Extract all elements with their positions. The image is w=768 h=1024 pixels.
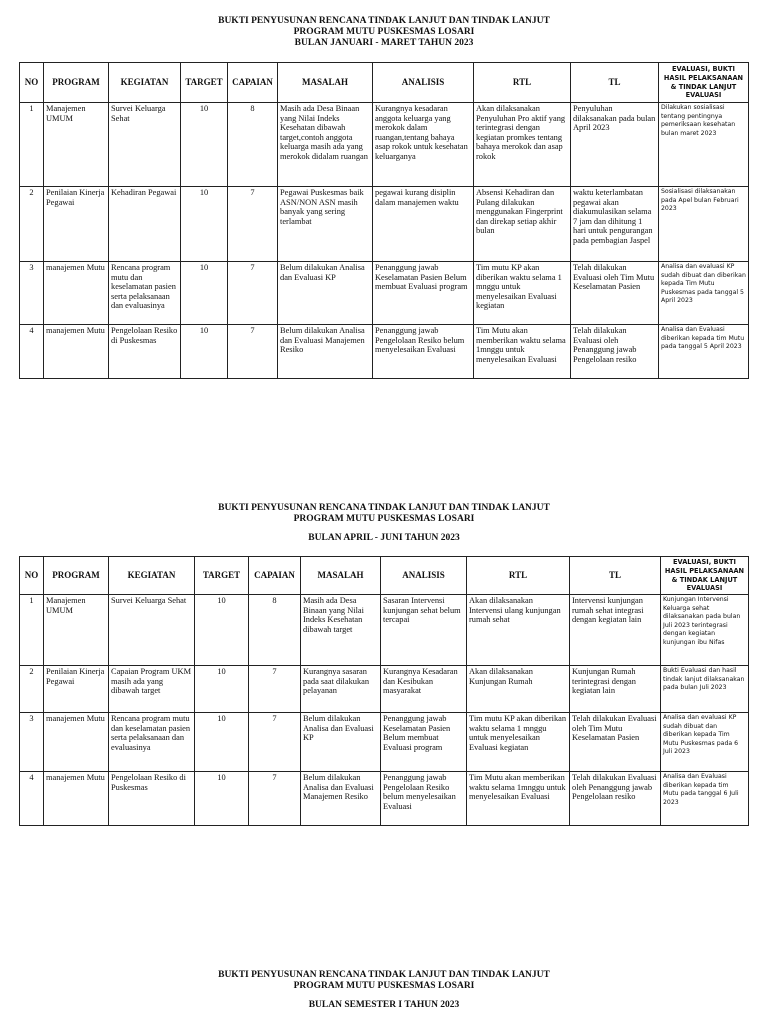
cell-rtl: Akan dilaksanakan Penyuluhan Pro aktif yang terintegrasi dengan kegiatan promkes tentang bahaya merokok dan asap rokok [474, 103, 571, 187]
cell-rtl: Tim mutu KP akan diberikan waktu selama 1 mnggu untuk menyelesaikan Evaluasi kegiatan [474, 262, 571, 325]
cell-rtl: Absensi Kehadiran dan Pulang dilakukan menggunakan Fingerprint dan direkap setiap akhir bulan [474, 187, 571, 262]
cell-kegiatan: Capaian Program UKM masih ada yang dibawah target [109, 666, 195, 713]
header-evaluasi: EVALUASI, BUKTI HASIL PELAKSANAAN & TINDAK LANJUT EVALUASI [661, 557, 749, 595]
cell-no: 4 [20, 772, 44, 826]
cell-evaluasi: Sosialisasi dilaksanakan pada Apel bulan Februari 2023 [659, 187, 749, 262]
cell-evaluasi: Analisa dan evaluasi KP sudah dibuat dan diberikan kepada Tim Mutu Puskesmas pada 6 Juli 2023 [661, 713, 749, 772]
header-no: NO [20, 63, 44, 103]
cell-masalah: Kurangnya sasaran pada saat dilakukan pelayanan [301, 666, 381, 713]
header-analisis: ANALISIS [381, 557, 467, 595]
cell-tl: waktu keterlambatan pegawai akan diakumulasikan selama 7 jam dan dihitung 1 hari untuk pengurangan pada pembagian Jaspel [571, 187, 659, 262]
header-capaian: CAPAIAN [249, 557, 301, 595]
cell-masalah: Belum dilakukan Analisa dan Evaluasi KP [301, 713, 381, 772]
program-title: PROGRAM MUTU PUSKESMAS LOSARI [293, 27, 475, 37]
cell-target: 10 [181, 325, 228, 379]
section-1-heading [0, 16, 768, 49]
cell-target: 10 [181, 187, 228, 262]
cell-analisis: Sasaran Intervensi kunjungan sehat belum tercapai [381, 595, 467, 666]
cell-target: 10 [195, 713, 249, 772]
header-rtl: RTL [474, 63, 571, 103]
header-target: TARGET [181, 63, 228, 103]
cell-tl: Intervensi kunjungan rumah sehat integrasi dengan kegiatan lain [570, 595, 661, 666]
period-title: BULAN APRIL - JUNI TAHUN 2023 [308, 533, 460, 543]
cell-program: Manajemen UMUM [44, 595, 109, 666]
table-row [20, 103, 749, 187]
header-rtl: RTL [467, 557, 570, 595]
header-masalah: MASALAH [278, 63, 373, 103]
cell-analisis: pegawai kurang disiplin dalam manajemen waktu [373, 187, 474, 262]
cell-masalah: Belum dilakukan Analisa dan Evaluasi KP [278, 262, 373, 325]
cell-kegiatan: Rencana program mutu dan keselamatan pasien serta pelaksanaan dan evaluasinya [109, 713, 195, 772]
cell-analisis: Penanggung jawab Pengelolaan Resiko belum menyelesaikan Evaluasi [381, 772, 467, 826]
header-evaluasi: EVALUASI, BUKTI HASIL PELAKSANAAN & TINDAK LANJUT EVALUASI [659, 63, 749, 103]
table-row [20, 595, 749, 666]
cell-no: 1 [20, 103, 44, 187]
cell-analisis: Penanggung jawab Keselamatan Pasien Belum membuat Evaluasi program [381, 713, 467, 772]
cell-tl: Penyuluhan dilaksanakan pada bulan April 2023 [571, 103, 659, 187]
header-program: PROGRAM [44, 557, 109, 595]
cell-kegiatan: Kehadiran Pegawai [109, 187, 181, 262]
cell-tl: Telah dilakukan Evaluasi oleh Penanggung jawab Pengelolaan resiko [570, 772, 661, 826]
cell-masalah: Belum dilakukan Analisa dan Evaluasi Manajemen Resiko [278, 325, 373, 379]
period-title: BULAN SEMESTER I TAHUN 2023 [308, 1000, 460, 1010]
table-row [20, 713, 749, 772]
cell-target: 10 [181, 103, 228, 187]
section-2-heading [0, 503, 768, 544]
cell-program: manajemen Mutu [44, 325, 109, 379]
cell-kegiatan: Pengelolaan Resiko di Puskesmas [109, 772, 195, 826]
cell-no: 1 [20, 595, 44, 666]
cell-rtl: Tim Mutu akan memberikan waktu selama 1mnggu untuk menyelesaikan Evaluasi [467, 772, 570, 826]
cell-rtl: Akan dilaksanakan Intervensi ulang kunjungan rumah sehat [467, 595, 570, 666]
doc-title: BUKTI PENYUSUNAN RENCANA TINDAK LANJUT DAN TINDAK LANJUT [218, 970, 550, 980]
cell-masalah: Belum dilakukan Analisa dan Evaluasi Manajemen Resiko [301, 772, 381, 826]
cell-no: 2 [20, 187, 44, 262]
cell-capaian: 8 [249, 595, 301, 666]
cell-target: 10 [195, 595, 249, 666]
cell-tl: Telah dilakukan Evaluasi oleh Tim Mutu Keselamatan Pasien [571, 262, 659, 325]
header-analisis: ANALISIS [373, 63, 474, 103]
cell-masalah: Masih ada Desa Binaan yang Nilai Indeks Kesehatan dibawah target [301, 595, 381, 666]
rtl-table-q2 [19, 556, 749, 826]
header-kegiatan: KEGIATAN [109, 557, 195, 595]
cell-target: 10 [181, 262, 228, 325]
cell-target: 10 [195, 772, 249, 826]
header-tl: TL [571, 63, 659, 103]
cell-kegiatan: Survei Keluarga Sehat [109, 595, 195, 666]
cell-masalah: Pegawai Puskesmas baik ASN/NON ASN masih banyak yang sering terlambat [278, 187, 373, 262]
cell-capaian: 8 [228, 103, 278, 187]
cell-capaian: 7 [249, 713, 301, 772]
cell-capaian: 7 [228, 325, 278, 379]
cell-tl: Kunjungan Rumah terintegrasi dengan kegiatan lain [570, 666, 661, 713]
cell-no: 3 [20, 262, 44, 325]
header-program: PROGRAM [44, 63, 109, 103]
doc-title: BUKTI PENYUSUNAN RENCANA TINDAK LANJUT DAN TINDAK LANJUT [218, 16, 550, 26]
cell-evaluasi: Analisa dan evaluasi KP sudah dibuat dan diberikan kepada Tim Mutu Puskesmas pada tanggal 5 April 2023 [659, 262, 749, 325]
header-masalah: MASALAH [301, 557, 381, 595]
table-row [20, 262, 749, 325]
table-row [20, 666, 749, 713]
cell-evaluasi: Dilakukan sosialisasi tentang pentingnya pemeriksaan kesehatan bulan maret 2023 [659, 103, 749, 187]
cell-program: Manajemen UMUM [44, 103, 109, 187]
cell-capaian: 7 [249, 772, 301, 826]
cell-evaluasi: Analisa dan Evaluasi diberikan kepada tim Mutu pada tanggal 6 Juli 2023 [661, 772, 749, 826]
cell-evaluasi: Bukti Evaluasi dan hasil tindak lanjut dilaksanakan pada bulan Juli 2023 [661, 666, 749, 713]
cell-analisis: Penanggung jawab Pengelolaan Resiko belum menyelesaikan Evaluasi [373, 325, 474, 379]
header-tl: TL [570, 557, 661, 595]
cell-no: 2 [20, 666, 44, 713]
cell-evaluasi: Analisa dan Evaluasi diberikan kepada tim Mutu pada tanggal 5 April 2023 [659, 325, 749, 379]
cell-program: Penilaian Kinerja Pegawai [44, 187, 109, 262]
cell-program: Penilaian Kinerja Pegawai [44, 666, 109, 713]
table-row [20, 187, 749, 262]
period-title: BULAN JANUARI - MARET TAHUN 2023 [294, 38, 474, 48]
cell-rtl: Akan dilaksanakan Kunjungan Rumah [467, 666, 570, 713]
cell-program: manajemen Mutu [44, 772, 109, 826]
cell-tl: Telah dilakukan Evaluasi oleh Tim Mutu Keselamatan Pasien [570, 713, 661, 772]
header-target: TARGET [195, 557, 249, 595]
cell-kegiatan: Pengelolaan Resiko di Puskesmas [109, 325, 181, 379]
rtl-table-q1 [19, 62, 749, 379]
cell-analisis: Penanggung jawab Keselamatan Pasien Belum membuat Evaluasi program [373, 262, 474, 325]
header-no: NO [20, 557, 44, 595]
header-row [20, 557, 749, 595]
cell-analisis: Kurangnya Kesadaran dan Kesibukan masyarakat [381, 666, 467, 713]
cell-kegiatan: Rencana program mutu dan keselamatan pasien serta pelaksanaan dan evaluasinya [109, 262, 181, 325]
cell-capaian: 7 [228, 262, 278, 325]
program-title: PROGRAM MUTU PUSKESMAS LOSARI [293, 514, 475, 524]
cell-analisis: Kurangnya kesadaran anggota keluarga yang merokok dalam ruangan,tentang bahaya asap rokok untuk kesehatan keluarganya [373, 103, 474, 187]
cell-tl: Telah dilakukan Evaluasi oleh Penanggung jawab Pengelolaan resiko [571, 325, 659, 379]
cell-masalah: Masih ada Desa Binaan yang Nilai Indeks Kesehatan dibawah target,contoh anggota keluarga masih ada yang merokok didalam ruangan [278, 103, 373, 187]
cell-capaian: 7 [249, 666, 301, 713]
header-row [20, 63, 749, 103]
cell-no: 4 [20, 325, 44, 379]
cell-rtl: Tim Mutu akan memberikan waktu selama 1mnggu untuk menyelesaikan Evaluasi [474, 325, 571, 379]
section-3-heading [0, 970, 768, 1011]
cell-rtl: Tim mutu KP akan diberikan waktu selama 1 mnggu untuk menyelesaikan Evaluasi kegiatan [467, 713, 570, 772]
header-capaian: CAPAIAN [228, 63, 278, 103]
program-title: PROGRAM MUTU PUSKESMAS LOSARI [293, 981, 475, 991]
cell-no: 3 [20, 713, 44, 772]
cell-target: 10 [195, 666, 249, 713]
cell-kegiatan: Survei Keluarga Sehat [109, 103, 181, 187]
table-row [20, 325, 749, 379]
cell-capaian: 7 [228, 187, 278, 262]
header-kegiatan: KEGIATAN [109, 63, 181, 103]
doc-title: BUKTI PENYUSUNAN RENCANA TINDAK LANJUT DAN TINDAK LANJUT [218, 503, 550, 513]
table-row [20, 772, 749, 826]
cell-evaluasi: Kunjungan Intervensi Keluarga sehat dilaksanakan pada bulan Juli 2023 terintegrasi dengan kegiatan kunjungan ibu Nifas [661, 595, 749, 666]
cell-program: manajemen Mutu [44, 262, 109, 325]
cell-program: manajemen Mutu [44, 713, 109, 772]
